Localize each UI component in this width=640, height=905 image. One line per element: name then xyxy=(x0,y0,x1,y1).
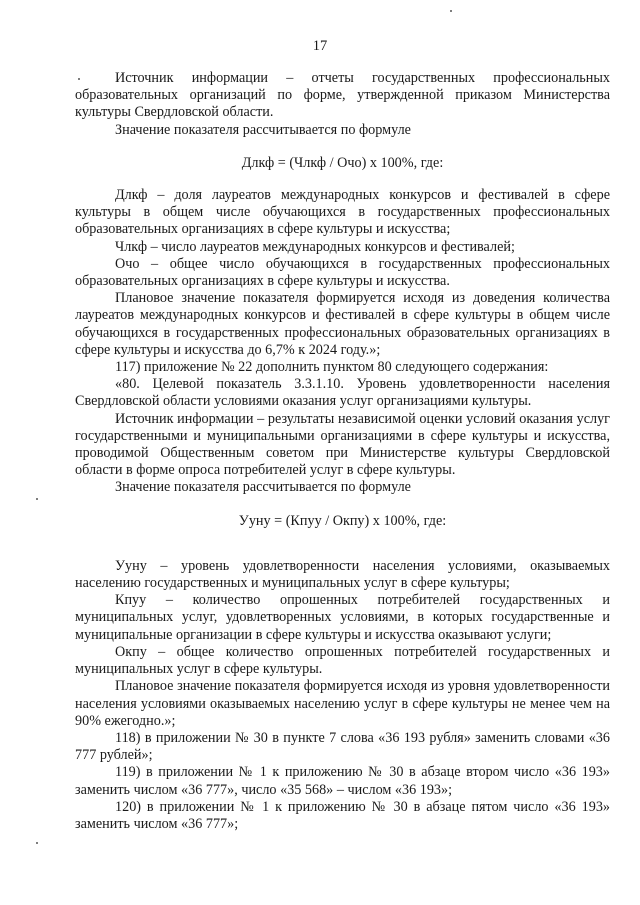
paragraph-chlkf-definition: Члкф – число лауреатов международных конкурсов и фестивалей; xyxy=(115,238,515,255)
formula-dlkf: Длкф = (Члкф / Очо) x 100%, где: xyxy=(241,154,444,171)
paragraph-source-info-2: Источник информации – результаты независимой оценки условий оказания услуг государственными и муниципальными организациями в сфере культуры и искусства, проводимой Общественным советом при Министерстве культуры Свердловской области в форме опроса потребителей услуг в сфере культуры. xyxy=(75,410,610,479)
document-body xyxy=(75,70,610,833)
paragraph-kpuu-definition: Кпуу – количество опрошенных потребителей государственных и муниципальных услуг, удовлетворенных условиями, в которых государственные и муниципальные организации в сфере культуры и искусства оказывают услуги; xyxy=(75,592,610,643)
paragraph-planned-value-2: Плановое значение показателя формируется исходя из уровня удовлетворенности населения условиями оказываемых населению услуг в сфере культуры не менее чем на 90% ежегодно.»; xyxy=(75,678,610,729)
paragraph-item-117: 117) приложение № 22 дополнить пунктом 80 следующего содержания: xyxy=(115,359,549,376)
paragraph-okpu-definition: Окпу – общее количество опрошенных потребителей государственных и муниципальных услуг в сфере культуры. xyxy=(75,643,610,678)
spacer xyxy=(75,546,610,558)
paragraph-formula-intro-2: Значение показателя рассчитывается по формуле xyxy=(115,479,411,496)
paragraph-dlkf-definition: Длкф – доля лауреатов международных конкурсов и фестивалей в сфере культуры в общем числе обучающихся в государственных профессиональных образовательных организациях в сфере культуры и искусства; xyxy=(75,187,610,238)
paragraph-ocho-definition: Очо – общее число обучающихся в государственных профессиональных образовательных организациях в сфере культуры и искусства. xyxy=(75,255,610,290)
paragraph-item-119: 119) в приложении № 1 к приложению № 30 в абзаце втором число «36 193» заменить числом «36 777», число «35 568» – числом «36 193»; xyxy=(75,764,610,798)
paragraph-source-info: Источник информации – отчеты государственных профессиональных образовательных организаций по форме, утвержденной приказом Министерства культуры Свердловской области. xyxy=(75,70,610,121)
paragraph-item-120: 120) в приложении № 1 к приложению № 30 в абзаце пятом число «36 193» заменить числом «36 777»; xyxy=(75,798,610,832)
paragraph-formula-intro: Значение показателя рассчитывается по формуле xyxy=(115,121,411,138)
scan-speck xyxy=(450,10,452,12)
paragraph-target-indicator: «80. Целевой показатель 3.3.1.10. Уровень удовлетворенности населения Свердловской области условиями оказания услуг организациями культуры. xyxy=(75,376,610,410)
scan-speck xyxy=(36,498,38,500)
paragraph-uunu-definition: Ууну – уровень удовлетворенности населения условиями, оказываемых населению государственных и муниципальных услуг в сфере культуры; xyxy=(75,557,610,592)
formula-uunu: Ууну = (Кпуу / Окпу) x 100%, где: xyxy=(238,512,447,529)
paragraph-item-118: 118) в приложении № 30 в пункте 7 слова «36 193 рубля» заменить словами «36 777 рублей»; xyxy=(75,729,610,764)
page-number: 17 xyxy=(312,38,328,54)
scan-speck xyxy=(36,842,38,844)
paragraph-planned-value-1: Плановое значение показателя формируется исходя из доведения количества лауреатов международных конкурсов и фестивалей в сфере культуры в общем числе обучающихся в государственных профессиональных образовательных организациях в сфере культуры и искусства до 6,7% к 2024 году.»; xyxy=(75,290,610,358)
scan-speck xyxy=(78,78,80,80)
